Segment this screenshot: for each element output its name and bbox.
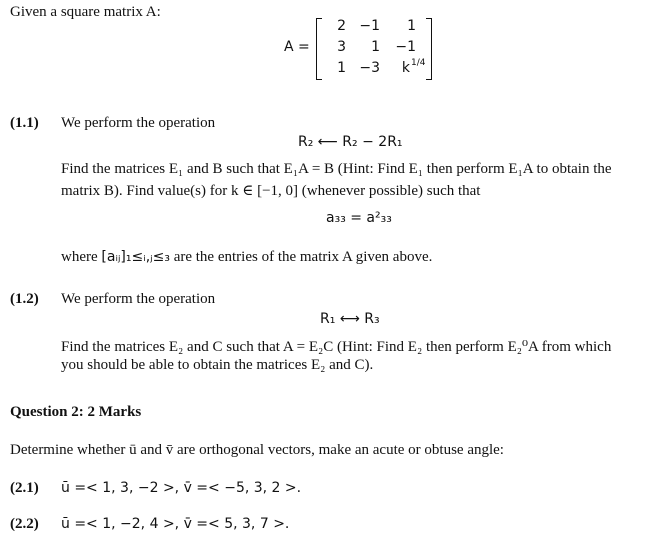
matrix-cell-11: 2 (337, 18, 346, 34)
matrix-cell-12: −1 (359, 18, 380, 34)
question2-text: Determine whether ū and v̄ are orthogonal vectors, make an acute or obtuse angle: (10, 442, 504, 458)
q21-vectors: ū =< 1, 3, −2 >, v̄ =< −5, 3, 2 >. (61, 480, 302, 496)
where-label: where (61, 249, 98, 265)
matrix-cell-31: 1 (337, 60, 346, 76)
q11-where (61, 249, 432, 266)
matrix-cell-32: −3 (359, 60, 380, 76)
q12-line2: you should be able to obtain the matrices E₂ and C). (61, 357, 374, 373)
q21-number: (2.1) (10, 480, 39, 496)
q12-intro: We perform the operation (61, 291, 216, 307)
matrix-lhs: A = (284, 39, 310, 55)
intro-text: Given a square matrix A: (10, 4, 161, 20)
q22-vectors: ū =< 1, −2, 4 >, v̄ =< 5, 3, 7 >. (61, 516, 290, 532)
matrix-a (306, 18, 432, 80)
matrix-cell-33: k (401, 60, 410, 76)
q11-line1: Find the matrices E₁ and B such that E₁A = B (Hint: Find E₁ then perform E₁A to obtain the (61, 161, 612, 177)
matrix-cell-21: 3 (337, 39, 346, 55)
k-exponent: 1/4 (411, 58, 426, 68)
right-bracket (426, 18, 432, 80)
where-tail: are the entries of the matrix A given above. (173, 249, 433, 265)
q11-operation: R₂ ⟵ R₂ − 2R₁ (298, 134, 403, 150)
q22-number: (2.2) (10, 516, 39, 532)
matrix-cell-22: 1 (371, 39, 380, 55)
question2-heading: Question 2: 2 Marks (10, 404, 142, 420)
q11-line2: matrix B). Find value(s) for k ∈ [−1, 0] (whenever possible) such that (61, 183, 481, 199)
entries-notation: [aᵢⱼ]₁≤ᵢ,ⱼ≤₃ (101, 249, 170, 265)
q11-intro: We perform the operation (61, 115, 216, 131)
q12-operation: R₁ ⟷ R₃ (320, 311, 380, 327)
matrix-cell-13: 1 (407, 18, 416, 34)
q11-equation: a₃₃ = a²₃₃ (326, 210, 392, 226)
q12-number: (1.2) (10, 291, 39, 307)
q12-line1: Find the matrices E₂ and C such that A = E₂C (Hint: Find E₂ then perform E₂⁰A from which (61, 339, 612, 355)
q11-number: (1.1) (10, 115, 39, 131)
matrix-cell-23: −1 (395, 39, 416, 55)
